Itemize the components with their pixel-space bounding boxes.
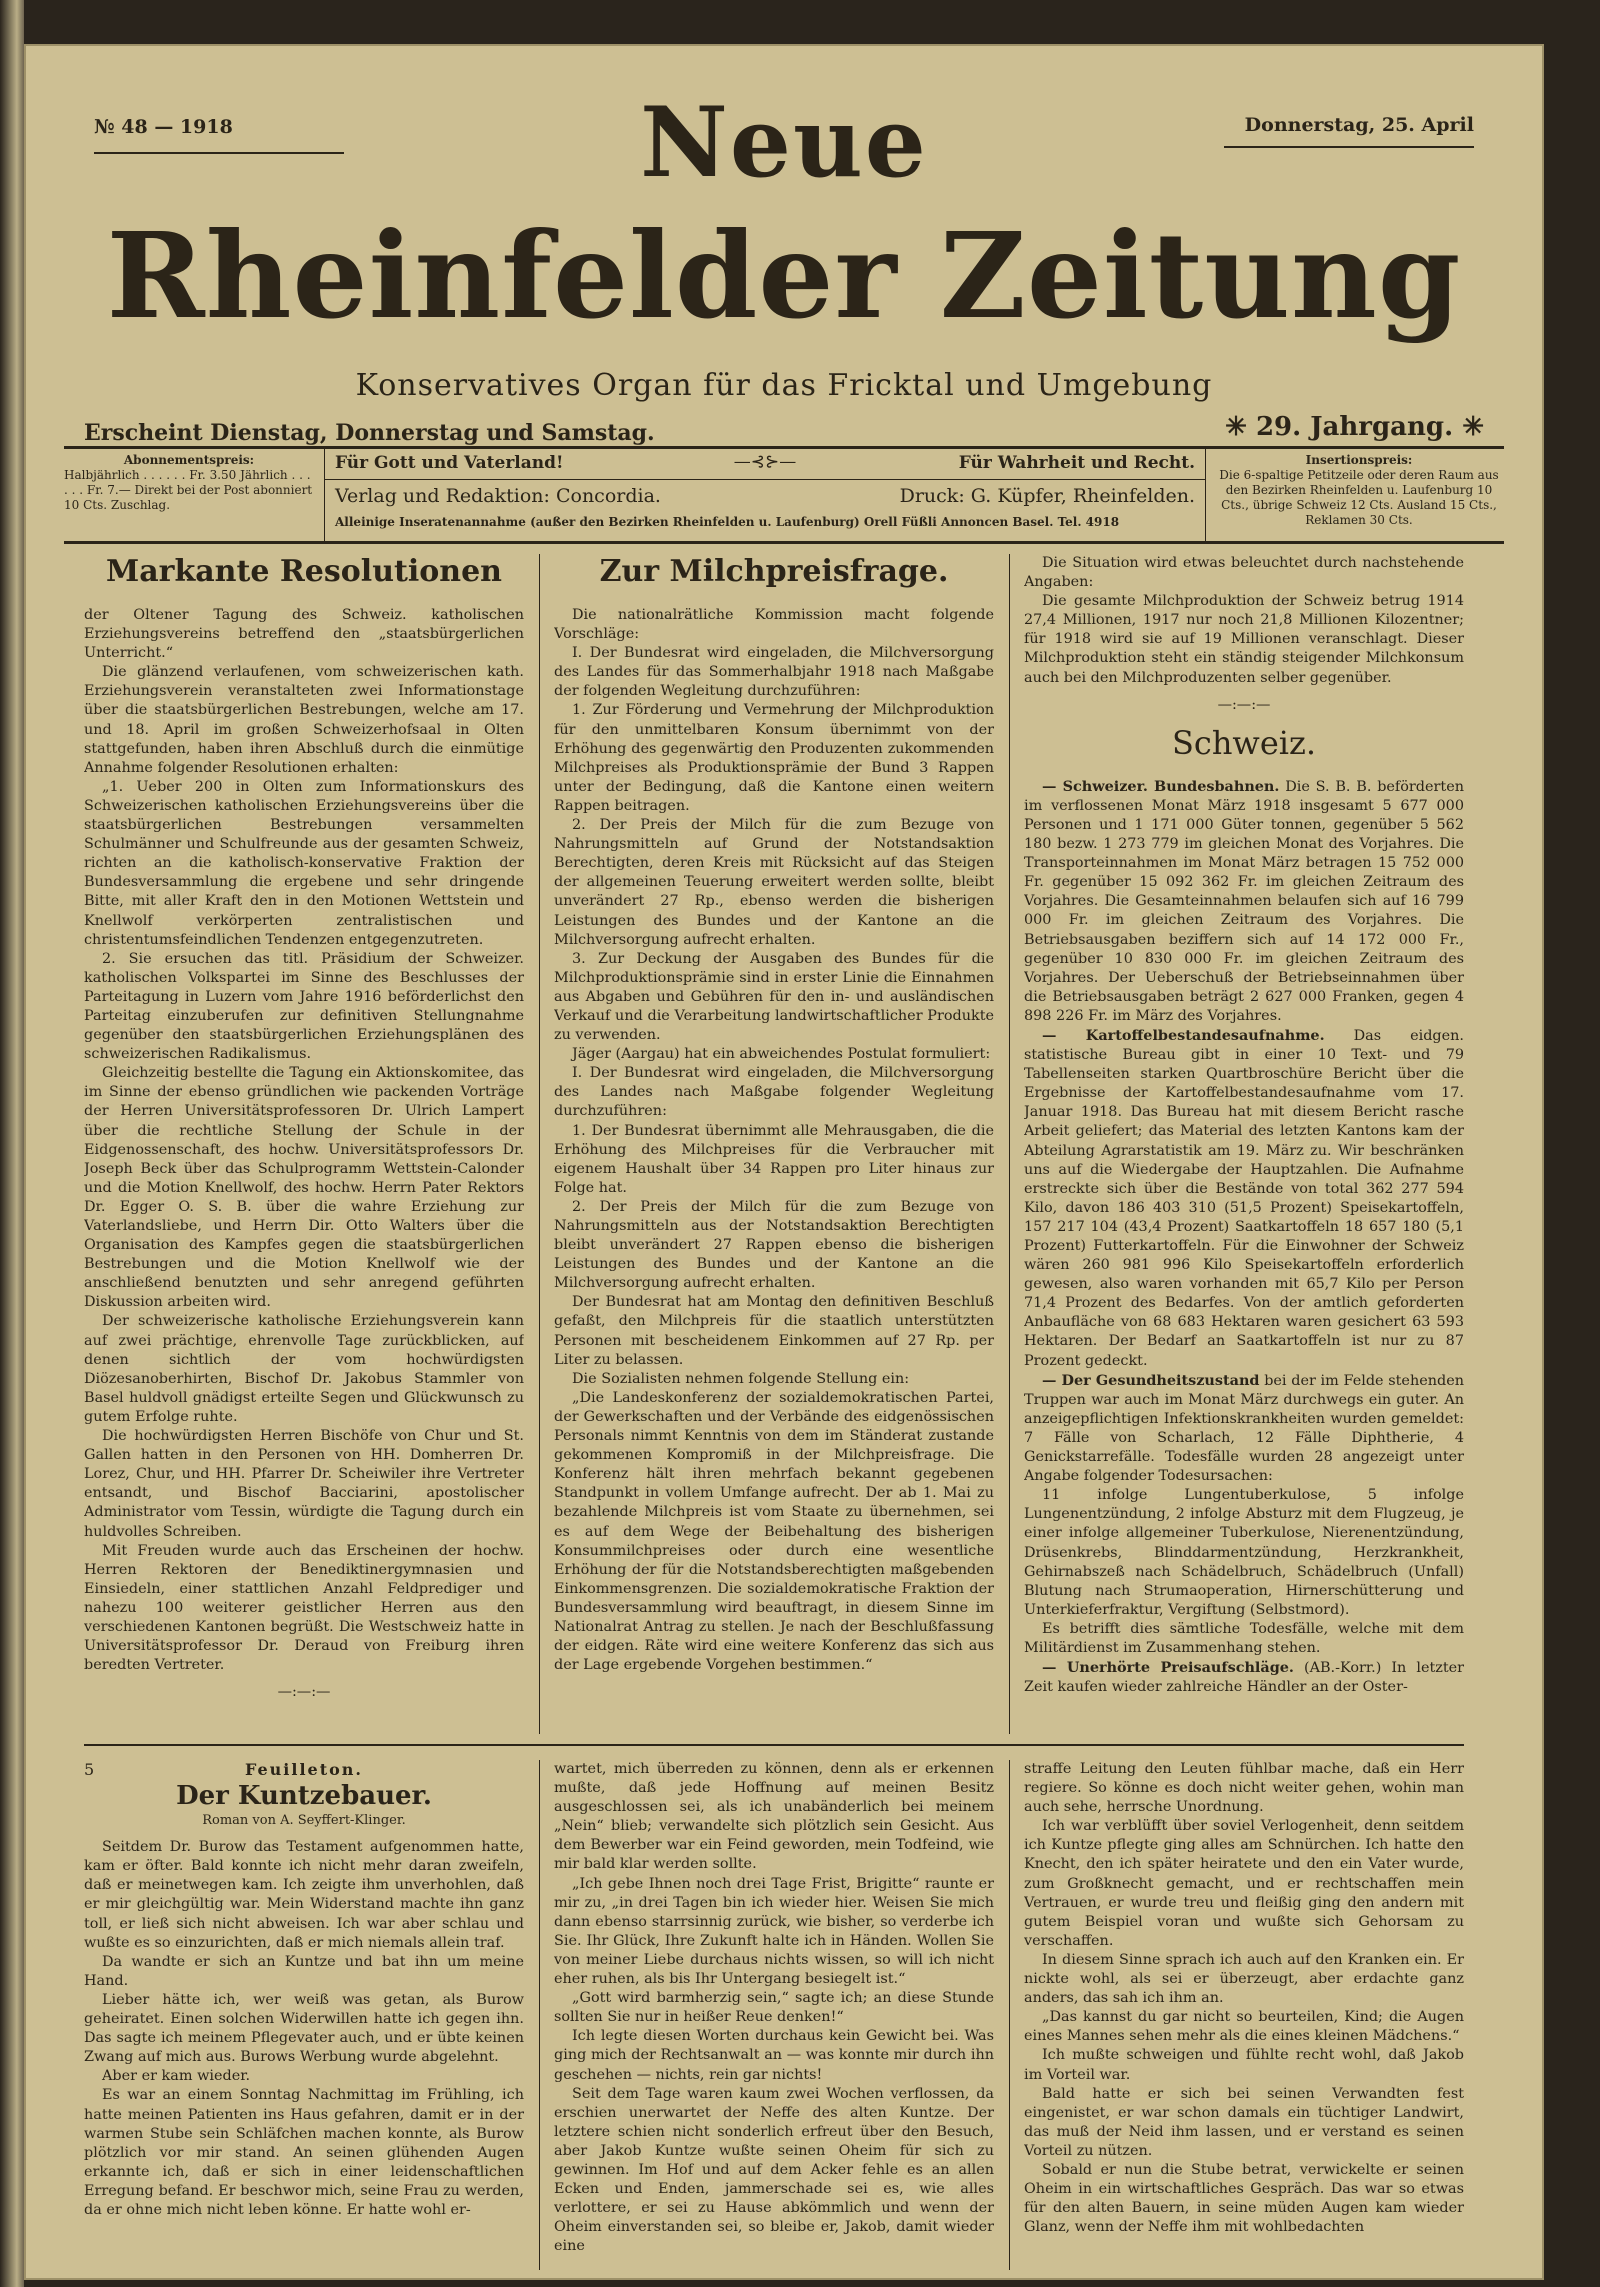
article-paragraph: I. Der Bundesrat wird eingeladen, die Milchversorgung des Landes nach Maßgabe folgender Wegleitung durchzuführen: xyxy=(554,1065,994,1120)
story-paragraph: Seitdem Dr. Burow das Testament aufgenommen hatte, kam er öfter. Bald konnte ich nicht mehr daran zweifeln, daß er meinetwegen kam. Ich zeigte ihm unverhohlen, daß er mir gleichgültig war. Mein Widerstand machte ihn ganz toll, er ließ sich nicht abweisen. Ich war aber schlau und wußte es so einzurichten, daß er mich niemals allein traf. xyxy=(84,1839,524,1951)
story-paragraph: „Gott wird barmherzig sein,“ sagte ich; an diese Stunde sollten Sie nur in heißer Reue denken!“ xyxy=(554,1990,994,2026)
feuilleton-column-1 xyxy=(84,1760,524,2270)
article-milk-price xyxy=(554,554,994,1734)
title-line1: Neue xyxy=(640,86,928,199)
article-switzerland xyxy=(1024,554,1464,1734)
column-rule xyxy=(539,554,540,1734)
subscription-title: Abonnementspreis: xyxy=(123,453,255,467)
article-paragraph: I. Der Bundesrat wird eingeladen, die Milchversorgung des Landes für das Sommerhalbjahr 1918 nach Maßgabe der folgenden Wegleitung durchzuführen: xyxy=(554,645,994,700)
section-separator: —:—:— xyxy=(1217,696,1271,713)
news-item-text: bei der im Felde stehenden Truppen war auch im Monat März durchwegs ein guter. An anzeigepflichtigen Infektionskrankheiten wurden gemeldet: 7 Fälle von Scharlach, 12 Fälle Diphtherie, 4 Genickstarrefälle. Todesfälle wurden 28 angezeigt unter Angabe folgender Todesursachen: xyxy=(1024,1372,1464,1485)
article-paragraph: 2. Der Preis der Milch für die zum Bezuge von Nahrungsmitteln auf Grund der Notstandsaktion Berechtigten, deren Kreis mit Rücksicht auf das Steigen der allgemeinen Teuerung erweitert werden sollte, bleibt unverändert 27 Rp., ebenso werden die bisherigen Leistungen des Bundes und der Kantone an die Milchversorgung aufrecht erhalten. xyxy=(554,817,994,948)
article-paragraph: Gleichzeitig bestellte die Tagung ein Aktionskomitee, das im Sinne der ebenso gründlichen wie packenden Vorträge der Herren Universitätsprofessoren Dr. Ulrich Lampert über die rechtliche Stellung der Schule in der Eidgenossenschaft, des hochw. Universitätsprofessors Dr. Joseph Beck über das Schulprogramm Wettstein-Calonder und die Motion Knellwolf, des hochw. Herrn Pater Rektors Dr. Egger O. S. B. über die wahre Erziehung zur Vaterlandsliebe, und Herrn Dir. Otto Walters über die Organisation des Kampfes gegen die staatsbürgerlichen Bestrebungen und die Motion Knellwolf wie der anschließend benutzten und sehr anregend geführten Diskussion arbeiten wird. xyxy=(84,1065,524,1311)
story-paragraph: straffe Leitung den Leuten fühlbar mache, daß ein Herr regiere. So könne es doch nicht weiter gehen, wohin man auch sehe, herrsche Unordnung. xyxy=(1024,1761,1464,1816)
subtitle: Konservatives Organ für das Fricktal und Umgebung xyxy=(355,368,1213,403)
article-paragraph: Die hochwürdigsten Herren Bischöfe von Chur und St. Gallen hatten in den Personen von HH. Domherren Dr. Lorez, Chur, und HH. Pfarrer Dr. Scheiwiler ihre Vertreter entsandt, und Bischof Bacciarini, apostolischer Administrator vom Tessin, würdigte die Tagung durch ein huldvolles Schreiben. xyxy=(84,1428,524,1540)
article-paragraph: Der schweizerische katholische Erziehungsverein kann auf zwei prächtige, ehrenvolle Tage zurückblicken, auf denen sichtlich der vom hochwürdigsten Diözesanoberhirten, Bischof Dr. Jakobus Stammler von Basel huldvoll gnädigst erteilte Segen und Glückwunsch zu gutem Erfolge ruhte. xyxy=(84,1313,524,1425)
section-heading: Schweiz. xyxy=(1171,723,1317,762)
volume-number: ✳ 29. Jahrgang. ✳ xyxy=(1225,412,1484,442)
feuilleton-title: Der Kuntzebauer. xyxy=(176,1781,432,1812)
story-paragraph: Ich war verblüfft über soviel Verlogenheit, denn seitdem ich Kuntze pflegte ging alles am Schnürchen. Ich hatte den Knecht, den ich später heiratete und den ein Vater wurde, zum Großknecht gemacht, und er rechtschaffen mein Vertrauen, er wurde treu und fleißig ging den andern mit gutem Beispiel voran und wußte sich Gehorsam zu verschaffen. xyxy=(1024,1818,1464,1949)
ad-agency-note: Alleinige Inseratenannahme (außer den Bezirken Rheinfelden u. Laufenburg) Orell Füßli Annoncen Basel. Tel. 4918 xyxy=(335,515,1120,529)
subscription-box xyxy=(64,453,314,513)
article-paragraph: 2. Der Preis der Milch für die zum Bezuge von Nahrungsmitteln aus der Notstandsaktion Berechtigten bleibt unverändert 27 Rappen ebenso die bisherigen Leistungen des Bundes und der Kantone an die Milchversorgung aufrecht erhalten. xyxy=(554,1198,994,1292)
article-paragraph: Die Sozialisten nehmen folgende Stellung ein: xyxy=(572,1370,910,1387)
news-item-text: Das eidgen. statistische Bureau gibt in einer 10 Text- und 79 Tabellenseiten starken Quartbroschüre Bericht über die Ergebnisse der Kartoffelbestandesaufnahme vom 17. Januar 1918. Das Bureau hat mit diesem Bericht rasche Arbeit geliefert; das Material des letzten Kantons kam der Abteilung Agrarstatistik am 19. März zu. Wir beschränken uns auf die Wiedergabe der Hauptzahlen. Die Aufnahme erstreckte sich über die Bestände von total 362 277 594 Kilo, davon 186 403 310 (51,5 Prozent) Speisekartoffeln, 157 217 104 (43,4 Prozent) Saatkartoffeln 18 657 180 (5,1 Prozent) Futterkartoffeln. Für die Einwohner der Schweiz wären 260 981 996 Kilo Speisekartoffeln erforderlich gewesen, also waren vorhanden mit 65,7 Kilo per Person 71,4 Prozent des Bedarfes. Von der amtlich geforderten Anbaufläche von 68 683 Hektaren waren gesichert 63 593 Hektaren. Der Bedarf an Saatkartoffeln ist nur zu 87 Prozent gedeckt. xyxy=(1024,1027,1464,1369)
news-item-text: Die S. B. B. beförderten im verflossenen Monat März 1918 insgesamt 5 677 000 Personen und 1 171 000 Güter tonnen, gegenüber 5 562 180 bezw. 1 273 779 im gleichen Monat des Vorjahres. Die Transporteinnahmen im Monat März betragen 15 752 000 Fr. gegenüber 15 092 362 Fr. im gleichen Zeitraum des Vorjahres. Die Gesamteinnahmen belaufen sich auf 16 799 000 Fr. im gleichen Zeitraum des Vorjahres. Die Betriebsausgaben beziffern sich auf 14 172 000 Fr., gegenüber 10 830 000 Fr. im gleichen Zeitraum des Vorjahres. Der Ueberschuß der Betriebseinnahmen über die Betriebsausgaben beträgt 2 627 000 Franken, gegen 4 898 226 Fr. im März des Vorjahres. xyxy=(1024,778,1464,1024)
newspaper-page xyxy=(24,44,1544,2280)
article-paragraph: 3. Zur Deckung der Ausgaben des Bundes für die Milchproduktionsprämie sind in erster Linie die Einnahmen aus Abgaben und Gebühren für den in- und ausländischen Verkauf und die Verarbeitung landwirtschaftlicher Produkte zu verwenden. xyxy=(554,950,994,1044)
news-item-lead: — Kartoffelbestandesaufnahme. xyxy=(1042,1026,1325,1044)
article-paragraph: Mit Freuden wurde auch das Erscheinen der hochw. Herren Rektoren der Benediktinergymnasien und Einsiedeln, einer stattlichen Anzahl Feldprediger und nahezu 100 weiterer geistlicher Herren aus den verschiedenen Kantonen begrüßt. Die Westschweiz hatte in Universitätsprofessor Dr. Deraud von Freiburg ihren beredten Vertreter. xyxy=(84,1542,524,1674)
ornament: —⊰⊱— xyxy=(733,452,797,472)
motto-left: Für Gott und Vaterland! xyxy=(335,453,564,473)
subscription-text: Halbjährlich . . . . . . Fr. 3.50 Jährlich . . . . . . Fr. 7.— Direkt bei der Post abonniert 10 Cts. Zuschlag. xyxy=(64,468,313,512)
article-paragraph: 1. Zur Förderung und Vermehrung der Milchproduktion für den unmittelbaren Konsum übernimmt von der Erhöhung des gegenwärtig den Produzenten zukommenden Milchpreises als Produktionsprämie der Bund 3 Rappen unter der Bedingung, daß die Kantone einen weitern Rappen beitragen. xyxy=(554,702,994,814)
title-line2: Rheinfelder Zeitung xyxy=(106,206,1462,345)
ad-price-text: Die 6-spaltige Petitzeile oder deren Raum aus den Bezirken Rheinfelden u. Laufenburg 10 Cts., übrige Schweiz 12 Cts. Ausland 15 Cts., Reklamen 30 Cts. xyxy=(1219,468,1499,527)
info-center xyxy=(324,449,1206,541)
feuilleton-author: Roman von A. Seyffert-Klinger. xyxy=(202,1813,406,1829)
story-paragraph: „Das kannst du gar nicht so beurteilen, Kind; die Augen eines Mannes sehen mehr als die eines kleinen Mädchens.“ xyxy=(1024,2009,1464,2045)
article-paragraph: Die Situation wird etwas beleuchtet durch nachstehende Angaben: xyxy=(1024,555,1464,591)
feuilleton-divider xyxy=(84,1744,1464,1746)
story-paragraph: In diesem Sinne sprach ich auch auf den Kranken ein. Er nickte wohl, als sei er überzeugt, aber erdachte ganz anders, das sah ich ihm an. xyxy=(1024,1951,1464,2007)
ad-price-title: Insertionspreis: xyxy=(1305,453,1413,467)
issue-number: № 48 — 1918 xyxy=(94,116,233,138)
issue-date: Donnerstag, 25. April xyxy=(1244,114,1474,136)
story-paragraph: Ich mußte schweigen und fühlte recht wohl, daß Jakob im Vorteil war. xyxy=(1024,2047,1464,2083)
feuilleton-number: 5 xyxy=(84,1760,95,1779)
column-rule xyxy=(539,1760,540,2270)
story-paragraph: wartet, mich überreden zu können, denn als er erkennen mußte, daß jede Hoffnung auf meinen Besitz ausgeschlossen sei, als ich unabänderlich bei meinem „Nein“ blieb; verwandelte sich plötzlich sein Gesicht. Aus dem Bewerber war ein Feind geworden, mein Todfeind, wie mir bald klar werden sollte. xyxy=(554,1761,994,1873)
story-paragraph: Da wandte er sich an Kuntze und bat ihn um meine Hand. xyxy=(84,1953,524,1989)
article-resolutions xyxy=(84,554,524,1734)
article-end-mark: —:—:— xyxy=(277,1684,331,1701)
article-paragraph: Der Bundesrat hat am Montag den definitiven Beschluß gefaßt, den Milchpreis für die staatlich unterstützten Personen mit bescheidenem Einkommen auf 27 Rp. per Liter zu belassen. xyxy=(554,1294,994,1368)
article-heading: Markante Resolutionen xyxy=(106,554,502,589)
news-item-text: (AB.-Korr.) In letzter Zeit kaufen wieder zahlreiche Händler an der Oster- xyxy=(1024,1660,1464,1696)
feuilleton-column-3 xyxy=(1024,1760,1464,2270)
article-paragraph: „Die Landeskonferenz der sozialdemokratischen Partei, der Gewerkschaften und der Verbände des eidgenössischen Personals nimmt Kenntnis von dem im Ständerat zustande gekommenen Kompromiß in der Milchpreisfrage. Die Konferenz hält ihren mehrfach bekannt gegebenen Standpunkt in vollem Umfange aufrecht. Der ab 1. Mai zu bezahlende Milchpreis ist vom Staate zu übernehmen, sei es auf dem Wege der Beibehaltung des bisherigen Konsummilchpreises oder durch eine wesentliche Erhöhung der für die Notstandsberechtigten maßgebenden Einkommensgrenzen. Die sozialdemokratische Fraktion der Bundesversammlung wird beauftragt, in diesem Sinne im Nationalrat Antrag zu stellen. Je nach der Beschlußfassung der eidgen. Räte wird eine weitere Konferenz das sich aus der Lage ergebende Vorgehen bestimmen.“ xyxy=(554,1389,994,1674)
news-item: Es betrifft dies sämtliche Todesfälle, welche mit dem Militärdienst im Zusammenhang stehen. xyxy=(1024,1620,1464,1656)
article-paragraph: Die nationalrätliche Kommission macht folgende Vorschläge: xyxy=(554,607,994,643)
news-item xyxy=(1024,1371,1464,1487)
news-item xyxy=(1024,777,1464,1026)
previous-page-edge xyxy=(0,0,24,2287)
article-paragraph: 2. Sie ersuchen das titl. Präsidium der Schweizer. katholischen Volkspartei im Sinne des Beschlusses der Parteitagung in Luzern vom Jahre 1916 beförderlichst den Parteitag einzuberufen zur definitiven Stellungnahme gegenüber den staatsbürgerlichen Erziehungsplänen des schweizerischen Radikalismus. xyxy=(84,950,524,1063)
masthead xyxy=(64,56,1504,446)
column-rule xyxy=(1009,554,1010,1734)
article-paragraph: der Oltener Tagung des Schweiz. katholischen Erziehungsvereins betreffend den „staatsbürgerlichen Unterricht.“ xyxy=(84,607,524,662)
story-paragraph: Es war an einem Sonntag Nachmittag im Frühling, ich hatte meinen Patienten ins Haus gefahren, damit er in der warmen Stube sein Schläfchen machen konnte, als Burow plötzlich vor mir stand. An seinen glühenden Augen erkannte ich, daß er sich in einer leidenschaftlichen Erregung befand. Er beschwor mich, seine Frau zu werden, da er ohne mich nicht leben könne. Er hatte wohl er- xyxy=(84,2087,524,2218)
story-paragraph: Ich legte diesen Worten durchaus kein Gewicht bei. Was ging mich der Rechtsanwalt an — was konnte mir durch ihn geschehen — nichts, rein gar nichts! xyxy=(554,2028,994,2083)
news-item-lead: — Der Gesundheitszustand xyxy=(1042,1371,1260,1389)
printer: Druck: G. Küpfer, Rheinfelden. xyxy=(899,485,1195,507)
ad-price-box xyxy=(1214,453,1504,528)
feuilleton-column-2 xyxy=(554,1760,994,2270)
news-item: 11 infolge Lungentuberkulose, 5 infolge Lungenentzündung, 2 infolge Absturz mit dem Flugzeug, je einer infolge allgemeiner Tuberkulose, Nierenentzündung, Drüsenkrebs, Blinddarmentzündung, Herzkrankheit, Gehirnabszeß nach Schädelbruch, Schädelbruch (Unfall) Blutung nach Strumaoperation, Hirnerschütterung und Unterkieferfraktur, Vergiftung (Selbstmord). xyxy=(1024,1487,1464,1618)
article-paragraph: Jäger (Aargau) hat ein abweichendes Postulat formuliert: xyxy=(572,1046,991,1063)
info-rule xyxy=(325,479,1205,480)
story-paragraph: Seit dem Tage waren kaum zwei Wochen verflossen, da erschien unerwartet der Neffe des alten Kuntze. Der letztere schien nicht sonderlich erfreut über den Besuch, aber Jakob Kuntze wußte seinen Oheim für sich zu gewinnen. Im Hof und auf dem Acker fehle es an allen Ecken und Enden, jammerschade sei es, wie alles verlottere, er sei zu Hause abkömmlich und wenn der Oheim einverstanden sei, so bleibe er, Jakob, damit wieder eine xyxy=(554,2085,994,2255)
news-item-lead: — Schweizer. Bundesbahnen. xyxy=(1042,777,1280,795)
story-paragraph: Bald hatte er sich bei seinen Verwandten fest eingenistet, er war schon damals ein tüchtiger Landwirt, das muß der Neid ihm lassen, und er verstand es seinen Vorteil zu nützen. xyxy=(1024,2085,1464,2159)
news-item xyxy=(1024,1026,1464,1371)
article-paragraph: 1. Der Bundesrat übernimmt alle Mehrausgaben, die die Erhöhung des Milchpreises für die Verbraucher mit eigenem Haushalt über 34 Rappen pro Liter hinaus zur Folge hat. xyxy=(554,1122,994,1196)
motto-right: Für Wahrheit und Recht. xyxy=(958,453,1195,473)
news-item xyxy=(1024,1658,1464,1697)
article-paragraph: Die glänzend verlaufenen, vom schweizerischen kath. Erziehungsverein veranstalteten zwei Informationstage über die staatsbürgerlichen Bestrebungen, welche am 17. und 18. April im großen Schweizerhofsaal in Olten stattgefunden, haben ihren Abschluß durch die einmütige Annahme folgender Resolutionen erhalten: xyxy=(84,664,524,776)
publication-schedule: Erscheint Dienstag, Donnerstag und Samstag. xyxy=(84,420,655,446)
story-paragraph: „Ich gebe Ihnen noch drei Tage Frist, Brigitte“ raunte er mir zu, „in drei Tagen bin ich wieder hier. Weisen Sie mich dann ebenso starrsinnig zurück, wie bisher, so verderbe ich Sie. Ihr Glück, Ihre Zukunft halte ich in Händen. Wollen Sie von meiner Liebe durchaus nichts wissen, so will ich nicht eher ruhen, als bis Ihr Untergang besiegelt ist.“ xyxy=(554,1875,994,1988)
news-item-lead: — Unerhörte Preisaufschläge. xyxy=(1042,1659,1294,1677)
story-paragraph: Lieber hätte ich, wer weiß was getan, als Burow geheiratet. Einen solchen Widerwillen hatte ich gegen ihn. Das sagte ich meinem Pflegevater auch, und er übte keinen Zwang auf mich aus. Burows Werbung wurde abgelehnt. xyxy=(84,1991,524,2066)
story-paragraph: Sobald er nun die Stube betrat, verwickelte er seinen Oheim in ein wirtschaftliches Gespräch. Das war so etwas für den alten Bauern, in seine müden Augen kam wieder Glanz, wenn der Neffe ihm mit wohlbedachten xyxy=(1024,2161,1464,2236)
info-bar xyxy=(64,446,1504,544)
publisher: Verlag und Redaktion: Concordia. xyxy=(335,485,661,507)
story-paragraph: Aber er kam wieder. xyxy=(102,2068,251,2085)
article-paragraph: „1. Ueber 200 in Olten zum Informationskurs des Schweizerischen katholischen Erziehungsvereins über die staatsbürgerlichen Bestrebungen versammelten Schulmänner und Schulfreunde aus der gesamten Schweiz, richten an die katholisch-konservative Fraktion der Bundesversammlung die ergebene und sehr dringende Bitte, mit aller Kraft den in den Motionen Wettstein und Knellwolf verkörperten zentralistischen und christentumsfeindlichen Tendenzen entgegenzutreten. xyxy=(84,778,524,948)
article-paragraph: Die gesamte Milchproduktion der Schweiz betrug 1914 27,4 Millionen, 1917 nur noch 21,8 Millionen Kilozentner; für 1918 wird sie auf 19 Millionen veranschlagt. Dieser Milchproduktion steht ein ständig steigender Milchkonsum auch bei den Milchproduzenten selber gegenüber. xyxy=(1024,593,1464,686)
article-heading: Zur Milchpreisfrage. xyxy=(599,554,949,589)
feuilleton-label: Feuilleton. xyxy=(245,1760,363,1779)
column-rule xyxy=(1009,1760,1010,2270)
